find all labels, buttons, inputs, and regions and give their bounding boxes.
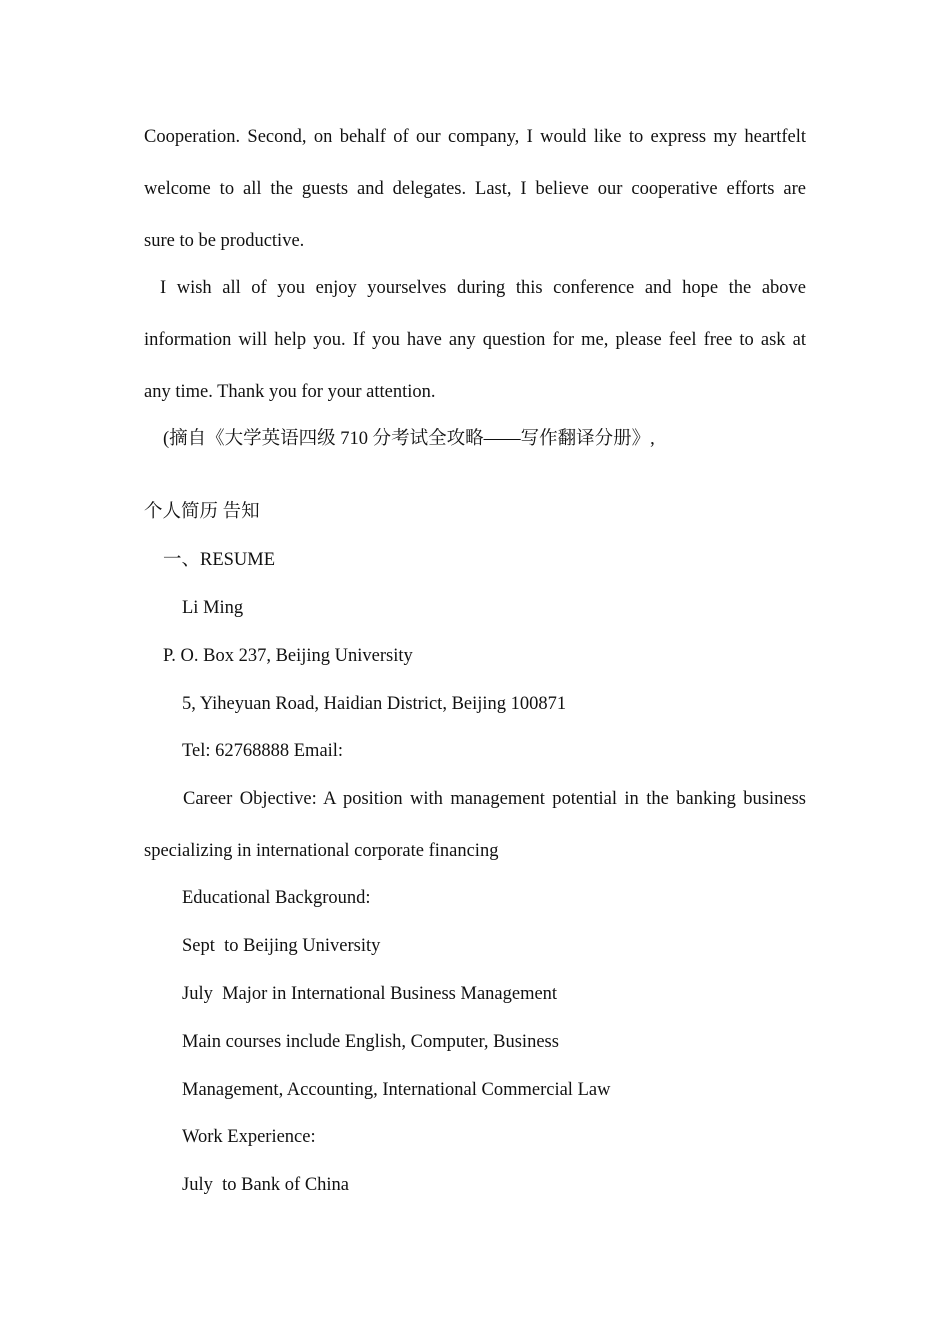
letter-paragraph-1-line-2: welcome to all the guests and delegates. Last, I believe our cooperative efforts are [144, 179, 806, 199]
resume-heading: 一、RESUME [163, 550, 276, 570]
education-line-4: Management, Accounting, International Commercial Law [182, 1080, 611, 1100]
letter-paragraph-1-line-1: Cooperation. Second, on behalf of our company, I would like to express my heartfelt [144, 127, 806, 147]
letter-paragraph-2-line-3: any time. Thank you for your attention. [144, 382, 436, 402]
resume-address-line-1: P. O. Box 237, Beijing University [163, 646, 413, 666]
education-line-1: Sept to Beijing University [182, 936, 381, 956]
work-heading: Work Experience: [182, 1127, 316, 1147]
education-line-2: July Major in International Business Management [182, 984, 558, 1004]
resume-address-line-2: 5, Yiheyuan Road, Haidian District, Beijing 100871 [182, 694, 567, 714]
letter-paragraph-2-line-2: information will help you. If you have any question for me, please feel free to ask at [144, 330, 806, 350]
education-line-3: Main courses include English, Computer, Business [182, 1032, 559, 1052]
section-title: 个人简历 告知 [144, 502, 260, 522]
career-objective-line-2: specializing in international corporate financing [144, 841, 499, 861]
career-objective-line-1: Career Objective: A position with management potential in the banking business [183, 789, 806, 809]
work-line-1: July to Bank of China [182, 1175, 350, 1195]
letter-paragraph-2-line-1: I wish all of you enjoy yourselves during this conference and hope the above [160, 278, 806, 298]
letter-paragraph-1-line-3: sure to be productive. [144, 231, 305, 251]
education-heading: Educational Background: [182, 888, 371, 908]
resume-name: Li Ming [182, 598, 244, 618]
resume-contact: Tel: 62768888 Email: [182, 741, 344, 761]
source-citation: (摘自《大学英语四级 710 分考试全攻略——写作翻译分册》, [163, 429, 655, 449]
